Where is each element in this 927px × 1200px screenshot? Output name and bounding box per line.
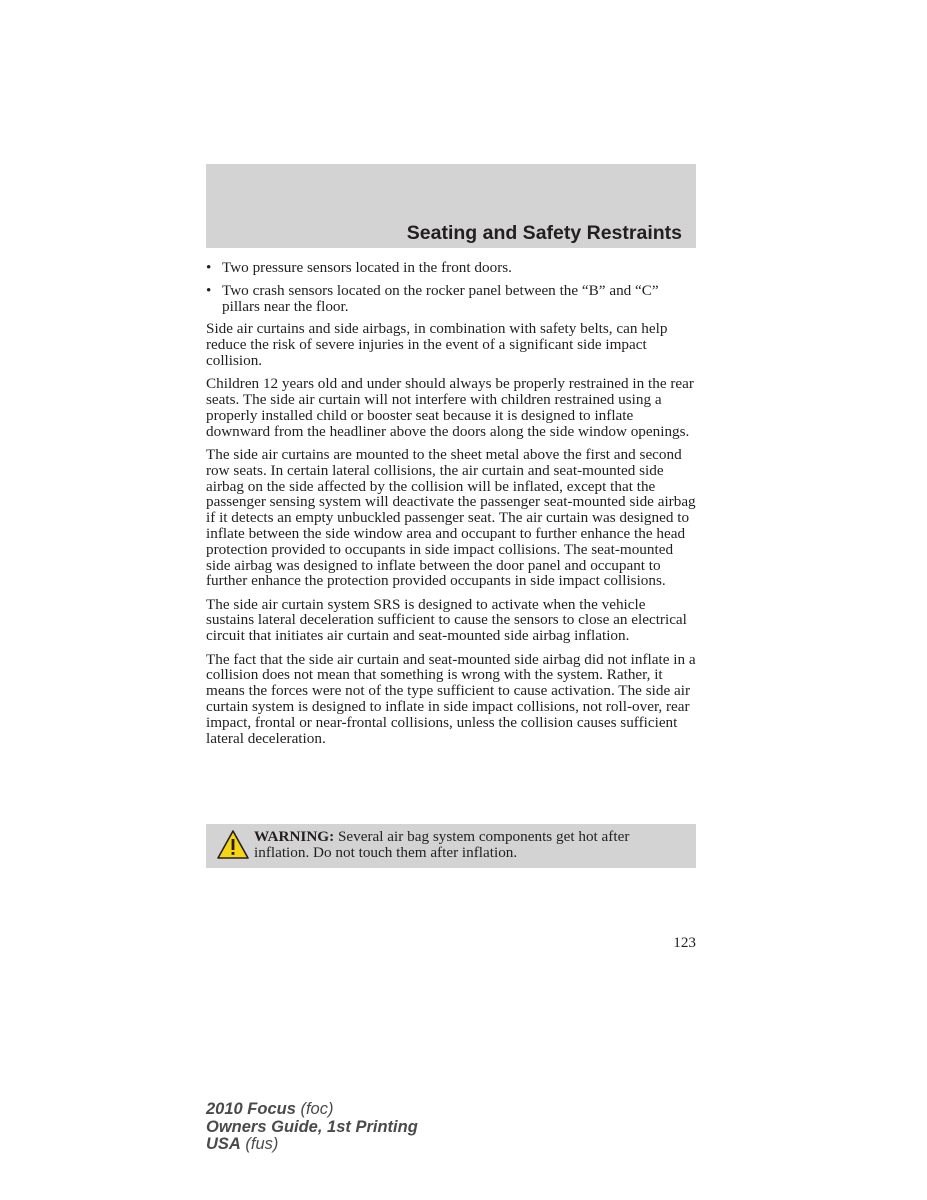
bullet-marker: • bbox=[206, 281, 212, 299]
document-footer bbox=[206, 1101, 418, 1154]
warning-box bbox=[206, 824, 696, 868]
warning-label: WARNING: bbox=[254, 828, 335, 845]
main-content bbox=[206, 260, 696, 754]
warning-text bbox=[254, 829, 684, 861]
warning-message: Several air bag system components get hot after inflation. Do not touch them after inflation. bbox=[254, 828, 630, 861]
section-title: Seating and Safety Restraints bbox=[406, 222, 682, 244]
paragraph: Children 12 years old and under should always be properly restrained in the rear seats. The side air curtain will not interfere with children restrained using a properly installed child or booster seat because it is designed to inflate downward from the headliner above the doors along the side window openings. bbox=[206, 375, 694, 440]
footer-model: 2010 Focus bbox=[206, 1100, 296, 1118]
footer-market: USA bbox=[206, 1135, 241, 1153]
footer-line bbox=[206, 1136, 418, 1154]
list-item-text: Two crash sensors located on the rocker panel between the “B” and “C” pillars near the floor. bbox=[222, 281, 659, 315]
footer-market-code: (fus) bbox=[240, 1135, 279, 1153]
footer-line bbox=[206, 1119, 418, 1137]
sensor-list bbox=[206, 260, 696, 314]
warning-triangle-icon bbox=[216, 829, 250, 861]
page-number: 123 bbox=[673, 934, 696, 951]
footer-edition: Owners Guide, 1st Printing bbox=[206, 1117, 418, 1136]
paragraph: The side air curtains are mounted to the sheet metal above the first and second row seats. In certain lateral collisions, the air curtain and seat-mounted side airbag on the side affected by the collision will be inflated, except that the passenger sensing system will deactivate the passenger seat-mounted side airbag if it detects an empty unbuckled passenger seat. The air curtain was designed to inflate between the side window area and occupant to further enhance the head protection provided to occupants in side impact collisions. The seat-mounted side airbag was designed to inflate between the door panel and occupant to further enhance the protection provided occupants in side impact collisions. bbox=[206, 445, 696, 590]
list-item-text: Two pressure sensors located in the front doors. bbox=[222, 259, 512, 276]
list-item bbox=[206, 283, 696, 315]
footer-model-code: (foc) bbox=[295, 1100, 334, 1118]
section-header-band bbox=[206, 164, 696, 248]
paragraph: Side air curtains and side airbags, in combination with safety belts, can help reduce the risk of severe injuries in the event of a significant side impact collision. bbox=[206, 320, 668, 369]
footer-line bbox=[206, 1101, 418, 1119]
list-item bbox=[206, 260, 696, 276]
bullet-marker: • bbox=[206, 259, 212, 276]
paragraph: The side air curtain system SRS is designed to activate when the vehicle sustains lateral deceleration sufficient to cause the sensors to close an electrical circuit that initiates air curtain and seat-mounted side airbag inflation. bbox=[206, 595, 687, 645]
paragraph: The fact that the side air curtain and seat-mounted side airbag did not inflate in a collision does not mean that something is wrong with the system. Rather, it means the forces were not of the type sufficient to cause activation. The side air curtain system is designed to inflate in side impact collisions, not roll-over, rear impact, frontal or near-frontal collisions, unless the collision causes sufficient lateral deceleration. bbox=[206, 650, 696, 747]
